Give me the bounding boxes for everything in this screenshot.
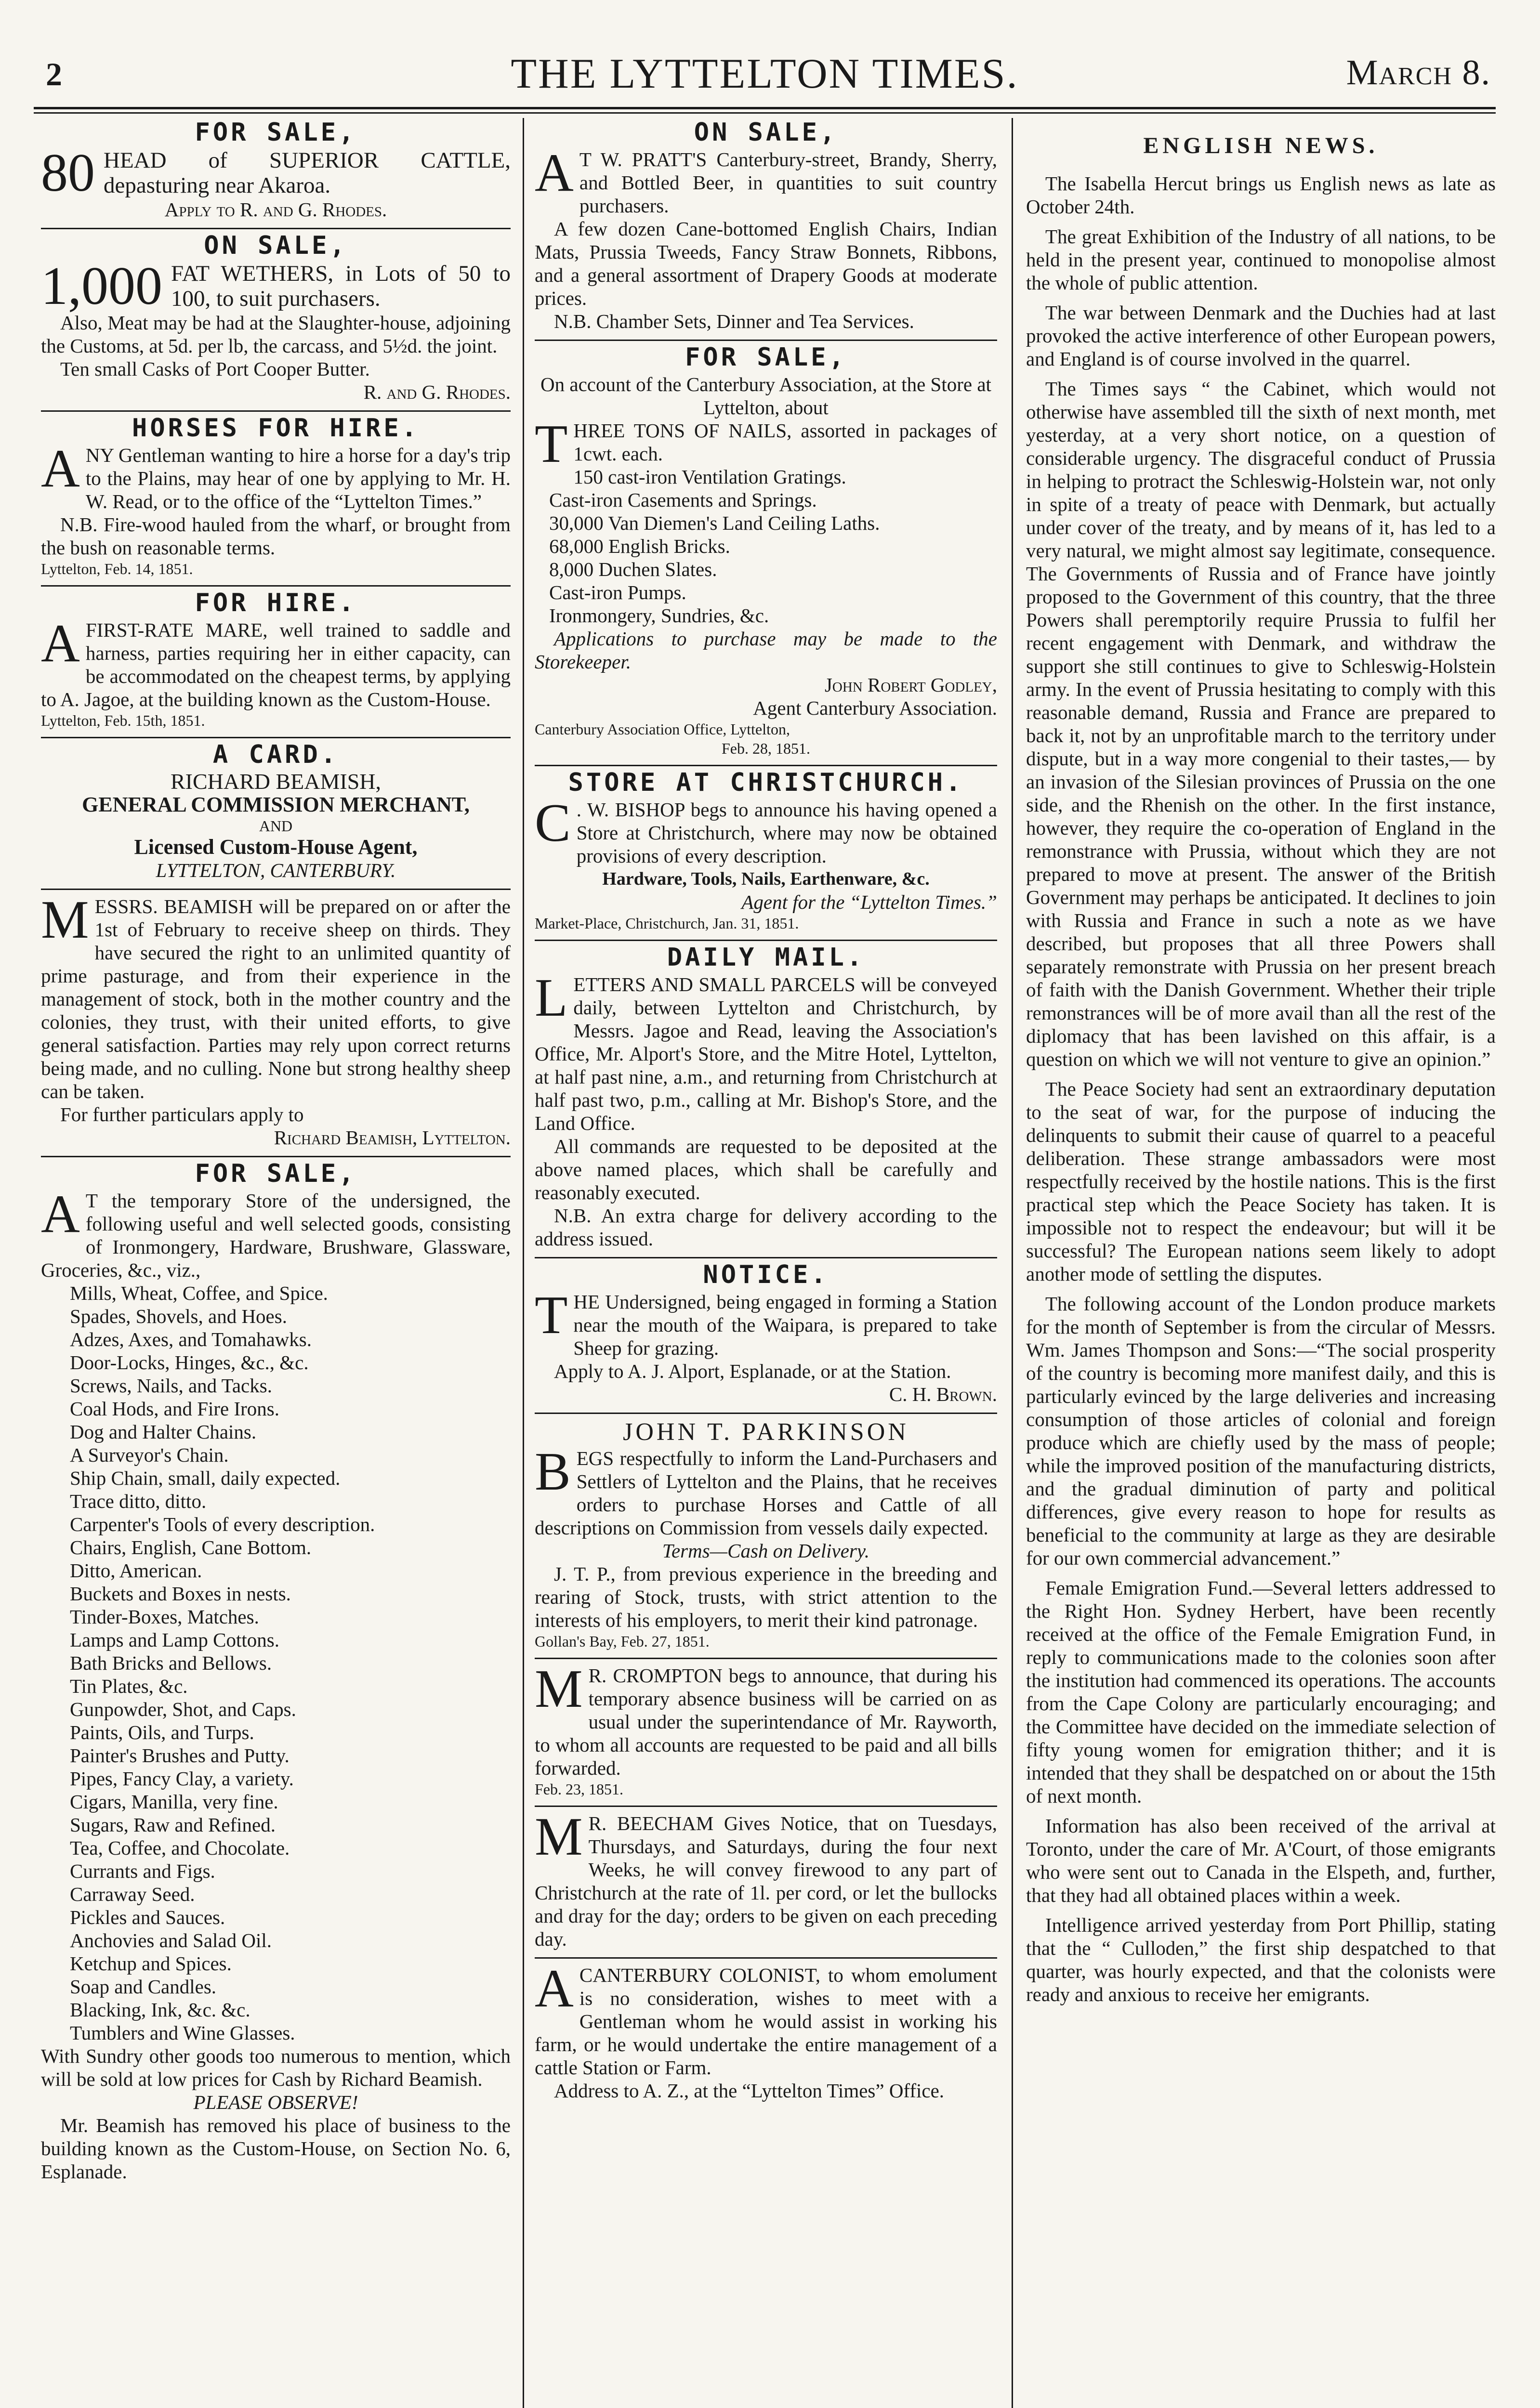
- drop-cap: M: [535, 1807, 583, 1867]
- list-item: Mills, Wheat, Coffee, and Spice.: [70, 1282, 328, 1304]
- list-item: Buckets and Boxes in nests.: [70, 1583, 291, 1605]
- ad-text: R. BEECHAM Gives Notice, that on Tuesdays, Thursdays, and Saturdays, during the four next Weeks, he will convey firewood to any part of Christchurch at the rate of 1l. per cord, or let the bullocks and dray for the day; orders to be given on each preceding day.: [535, 1812, 997, 1950]
- ad-text: FIRST-RATE MARE, well trained to saddle and harness, parties requiring her in either capacity, can be accommodated on the cheapest terms, by applying to A. Jagoe, at the building known as the Custom-House.: [41, 619, 511, 710]
- divider: [535, 940, 997, 941]
- list-item: Ditto, American.: [70, 1559, 202, 1582]
- ad-wethers: [41, 256, 511, 404]
- ad-signature: Richard Beamish, Lyttelton.: [274, 1126, 511, 1149]
- list-item: Ironmongery, Sundries, &c.: [549, 604, 769, 627]
- ad-mare: [41, 614, 511, 730]
- list-item: Screws, Nails, and Tacks.: [70, 1374, 272, 1397]
- ad-signature: John Robert Godley,: [824, 674, 997, 696]
- ad-date: Feb. 28, 1851.: [722, 740, 810, 757]
- news-paragraph: The great Exhibition of the Industry of all nations, to be held in the present year, continued to monopolise almost the whole of public attention.: [1026, 225, 1496, 294]
- ad-text: . W. BISHOP begs to announce his having opened a Store at Christchurch, where may now be obtained provisions of every description.: [576, 798, 997, 867]
- section-heading: ENGLISH NEWS.: [1143, 133, 1379, 158]
- ad-text: Mr. Beamish has removed his place of business to the building known as the Custom-House, on Section No. 6, Esplanade.: [41, 2114, 511, 2183]
- ad-signature: R. and G. Rhodes.: [363, 381, 511, 403]
- ad-beamish-store: [41, 1184, 511, 2183]
- ad-signature: Agent Canterbury Association.: [753, 697, 997, 719]
- drop-cap: M: [41, 890, 89, 950]
- ad-text: NY Gentleman wanting to hire a horse for a day's trip to the Plains, may hear of one by applying to Mr. H. W. Read, or to the office of the “Lyttelton Times.”: [85, 444, 511, 512]
- goods-list: [41, 1282, 511, 2044]
- ad-beecham: [535, 1807, 997, 1950]
- list-item: Cast-iron Casements and Springs.: [549, 489, 817, 511]
- ad-text: HREE TONS OF NAILS, assorted in packages of 1cwt. each.: [573, 419, 997, 465]
- list-item: Bath Bricks and Bellows.: [70, 1652, 272, 1674]
- divider: [535, 1257, 997, 1258]
- ad-terms: Terms—Cash on Delivery.: [662, 1540, 870, 1562]
- ad-number: 1,000: [41, 256, 162, 316]
- ad-heading: FOR HIRE.: [195, 589, 357, 617]
- list-item: Gunpowder, Shot, and Caps.: [70, 1698, 296, 1720]
- list-item: 68,000 English Bricks.: [549, 535, 730, 557]
- list-item: 150 cast-iron Ventilation Gratings.: [573, 466, 846, 488]
- list-item: Ship Chain, small, daily expected.: [70, 1467, 341, 1489]
- card-and: AND: [259, 817, 293, 835]
- ad-date: Feb. 23, 1851.: [535, 1780, 623, 1798]
- ad-heading: NOTICE.: [703, 1260, 829, 1289]
- divider: [535, 1957, 997, 1959]
- drop-cap: T: [535, 1285, 568, 1345]
- issue-date: March 8.: [1346, 53, 1491, 92]
- list-item: Currants and Figs.: [70, 1860, 215, 1882]
- ad-heading: ON SALE,: [204, 231, 348, 260]
- card-name: RICHARD BEAMISH,: [170, 769, 382, 794]
- ad-heading: ON SALE,: [694, 118, 838, 147]
- ad-crompton: [535, 1659, 997, 1799]
- drop-cap: M: [535, 1659, 583, 1719]
- ad-nails: [535, 373, 997, 758]
- ad-text: R. CROMPTON begs to announce, that during his temporary absence business will be carried on as usual under the superintendance of Mr. Rayworth, to whom all accounts are requested to be paid and all bills forwarded.: [535, 1664, 997, 1779]
- ad-date: Market-Place, Christchurch, Jan. 31, 1851.: [535, 915, 799, 932]
- ad-beamish-card: [41, 770, 511, 1149]
- divider: [41, 585, 511, 587]
- news-paragraph: The following account of the London produce markets for the month of September is from the circular of Messrs. Wm. James Thompson and Sons:—“The social prosperity of the country is becoming more manifest daily, and this is particularly evinced by the large deliveries and increasing consumption of those articles of colonial and foreign produce which are chiefly used by the mass of people; while the improved position of the manufacturing districts, and the gradual diminution of party and political differences, give every reason to hope for results as beneficial to the community at large as they are desirable for our own commercial advancement.”: [1026, 1293, 1496, 1569]
- ad-text: N.B. Chamber Sets, Dinner and Tea Services.: [554, 310, 914, 332]
- drop-cap: A: [535, 143, 574, 203]
- news-paragraph: Information has also been received of the arrival at Toronto, under the care of Mr. A'Court, of those emigrants who were sent out to Canada in the Elspeth, and, further, that they had all obtained places within a week.: [1026, 1815, 1496, 1906]
- drop-cap: L: [535, 968, 568, 1028]
- news-paragraph: The Times says “ the Cabinet, which would not otherwise have assembled till the sixth of next month, met yesterday, at a very short notice, on a question of considerable urgency. The disgraceful conduct of Prussia in helping to protract the Schleswig-Holstein war, not only in spite of a treaty of peace with Denmark, but actually under cover of the treaty, and by means of it, has led to a very natural, we might almost say legitimate, consequence. The Governments of Russia and of France have jointly proposed to the Government of this country, that the three Powers shall peremptorily require Prussia to fulfil her recent engagement with Denmark, and withdraw the support she still continues to give to Schleswig-Holstein army. In the event of Prussia hesitating to comply with this reasonable demand, Russia and France are prepared to back it, not by an unprofitable march to the territory under dispute, but in a way more congenial to their tastes,— by an invasion of the Silesian provinces of Prussia on the one side, and the Rhenish on the other. In the first instance, however, they require the co-operation of England in the remonstrance with Prussia, without which they are not prepared to move at present. The answer of the British Government may perhaps be anticipated. It declines to join with Russia and France in such a note as we have described, but proposes that all three Powers shall separately remonstrate with Prussia on her present breach of faith with the Danish Government. Whether their triple remonstrances will be of more avail than all the rest of the diplomacy that has been lavished on this affair, is a question on which we will not venture to give an opinion.”: [1026, 378, 1496, 1070]
- ad-text: T W. PRATT'S Canterbury-street, Brandy, Sherry, and Bottled Beer, in quantities to suit country purchasers.: [579, 148, 997, 217]
- ad-heading: STORE AT CHRISTCHURCH.: [568, 768, 964, 797]
- ad-cattle: [41, 143, 511, 221]
- news-paragraph: Female Emigration Fund.—Several letters addressed to the Right Hon. Sydney Herbert, have been recently received at the office of the Female Emigration Fund, in reply to communications made to the colonies soon after the institution had commenced its operations. The accounts from the Cape Colony are particularly encouraging; and the Committee have decided on the immediate selection of fifty young women for emigration thither; and it is intended that they shall be despatched on or about the 15th of next month.: [1026, 1577, 1496, 1807]
- drop-cap: A: [41, 1184, 80, 1244]
- list-item: Spades, Shovels, and Hoes.: [70, 1305, 287, 1327]
- list-item: Cigars, Manilla, very fine.: [70, 1791, 278, 1813]
- drop-cap: T: [535, 414, 568, 474]
- list-item: Carraway Seed.: [70, 1883, 195, 1905]
- ad-number: 80: [41, 143, 95, 203]
- ad-text: Address to A. Z., at the “Lyttelton Times” Office.: [554, 2080, 945, 2102]
- ad-text: HE Undersigned, being engaged in forming a Station near the mouth of the Waipara, is prepared to take Sheep for grazing.: [573, 1291, 997, 1359]
- divider: [535, 1806, 997, 1807]
- card-title: GENERAL COMMISSION MERCHANT,: [82, 793, 470, 816]
- list-item: Ketchup and Spices.: [70, 1952, 232, 1975]
- news-paragraph: The Isabella Hercut brings us English news as late as October 24th.: [1026, 172, 1496, 218]
- divider: [41, 228, 511, 229]
- ad-text: N.B. An extra charge for delivery according to the address issued.: [535, 1204, 997, 1250]
- ad-pratt: [535, 143, 997, 333]
- list-item: Trace ditto, ditto.: [70, 1490, 207, 1512]
- list-item: Blacking, Ink, &c. &c.: [70, 1999, 250, 2021]
- list-item: Pickles and Sauces.: [70, 1906, 225, 1928]
- list-item: Dog and Halter Chains.: [70, 1421, 257, 1443]
- ad-intro: On account of the Canterbury Association, at the Store at Lyttelton, about: [540, 373, 991, 419]
- ad-text: Also, Meat may be had at the Slaughter-house, adjoining the Customs, at 5d. per lb, the carcass, and 5½d. the joint.: [41, 312, 511, 357]
- ad-signature: C. H. Brown.: [889, 1383, 997, 1405]
- ad-text: N.B. Fire-wood hauled from the wharf, or brought from the bush on reasonable terms.: [41, 513, 511, 559]
- divider: [41, 1156, 511, 1157]
- ad-horses: [41, 439, 511, 578]
- column-1: [41, 118, 511, 2183]
- ad-heading: DAILY MAIL.: [667, 943, 865, 972]
- ad-text: Applications to purchase may be made to the Storekeeper.: [535, 628, 997, 673]
- masthead-rule: [34, 107, 1496, 114]
- ad-observe: PLEASE OBSERVE!: [193, 2091, 358, 2113]
- ad-daily-mail: [535, 968, 997, 1250]
- list-item: Pipes, Fancy Clay, a variety.: [70, 1767, 294, 1790]
- list-item: Paints, Oils, and Turps.: [70, 1721, 254, 1743]
- list-item: Tin Plates, &c.: [70, 1675, 188, 1697]
- drop-cap: B: [535, 1442, 571, 1502]
- ad-date: Lyttelton, Feb. 14, 1851.: [41, 560, 193, 577]
- ad-parkinson: [535, 1442, 997, 1651]
- ad-heading: JOHN T. PARKINSON: [623, 1418, 909, 1446]
- ad-text: J. T. P., from previous experience in the breeding and rearing of Stock, trusts, with strict attention to the interests of his employers, to merit their kind patronage.: [535, 1563, 997, 1631]
- ad-heading: FOR SALE,: [195, 1159, 357, 1188]
- ad-text: Ten small Casks of Port Cooper Butter.: [60, 358, 370, 380]
- divider: [535, 1658, 997, 1659]
- list-item: Tinder-Boxes, Matches.: [70, 1606, 259, 1628]
- ad-text: ESSRS. BEAMISH will be prepared on or after the 1st of February to receive sheep on thirds. They have secured the right to an unlimited quantity of prime pasturage, and from their experience in the management of stock, both in the mother country and the colonies, they trust, with their united efforts, to give general satisfaction. Parties may rely upon correct returns being made, and no culling. None but strong healthy sheep can be taken.: [41, 895, 511, 1102]
- page-number: 2: [46, 56, 62, 92]
- list-item: Chairs, English, Cane Bottom.: [70, 1536, 312, 1558]
- divider: [535, 340, 997, 341]
- list-item: Tumblers and Wine Glasses.: [70, 2022, 295, 2044]
- newspaper-title: THE LYTTELTON TIMES.: [511, 51, 1019, 97]
- ad-heading: FOR SALE,: [195, 118, 357, 147]
- ad-text: A few dozen Cane-bottomed English Chairs, Indian Mats, Prussia Tweeds, Fancy Straw Bonnets, Ribbons, and a general assortment of Drapery Goods at moderate prices.: [535, 218, 997, 309]
- ad-text: With Sundry other goods too numerous to mention, which will be sold at low prices for Cash by Richard Beamish.: [41, 2045, 511, 2090]
- divider: [41, 889, 511, 890]
- ad-christchurch-store: [535, 793, 997, 933]
- list-item: Tea, Coffee, and Chocolate.: [70, 1837, 290, 1859]
- drop-cap: A: [535, 1959, 574, 2018]
- list-item: A Surveyor's Chain.: [70, 1444, 229, 1466]
- ad-text: CANTERBURY COLONIST, to whom emolument is no consideration, wishes to meet with a Gentleman whom he would assist in working his farm, or he would undertake the entire management of a cattle Station or Farm.: [535, 1964, 997, 2079]
- ad-colonist: [535, 1959, 997, 2102]
- column-divider: [1012, 118, 1013, 2408]
- ad-text: Apply to A. J. Alport, Esplanade, or at the Station.: [554, 1360, 951, 1382]
- ad-date: Gollan's Bay, Feb. 27, 1851.: [535, 1633, 710, 1650]
- drop-cap: A: [41, 614, 80, 673]
- list-item: Soap and Candles.: [70, 1976, 217, 1998]
- card-agent: Licensed Custom-House Agent,: [134, 835, 418, 859]
- list-item: Anchovies and Salad Oil.: [70, 1929, 272, 1951]
- ad-office: Canterbury Association Office, Lyttelton,: [535, 720, 790, 738]
- ad-text: ETTERS AND SMALL PARCELS will be conveyed daily, between Lyttelton and Christchurch, by Messrs. Jagoe and Read, leaving the Association's Office, Mr. Alport's Store, and the Mitre Hotel, Lyttelton, at half past nine, a.m., and returning from Christchurch at half past two, p.m., calling at Mr. Bishop's Store, and the Land Office.: [535, 973, 997, 1134]
- ad-date: Lyttelton, Feb. 15th, 1851.: [41, 712, 205, 729]
- ad-heading: A CARD.: [212, 740, 339, 769]
- masthead: [34, 46, 1496, 108]
- divider: [535, 765, 997, 766]
- divider: [535, 1413, 997, 1414]
- ad-text: For further particulars apply to: [60, 1103, 304, 1125]
- ad-heading: FOR SALE,: [685, 343, 847, 372]
- ad-notice: [535, 1285, 997, 1406]
- list-item: 30,000 Van Diemen's Land Ceiling Laths.: [549, 512, 880, 534]
- divider: [41, 737, 511, 738]
- divider: [41, 410, 511, 412]
- drop-cap: C: [535, 793, 571, 853]
- ad-text: All commands are requested to be deposited at the above named places, which shall be carefully and reasonably executed.: [535, 1135, 997, 1204]
- list-item: Sugars, Raw and Refined.: [70, 1814, 276, 1836]
- ad-goods: Hardware, Tools, Nails, Earthenware, &c.: [602, 869, 930, 889]
- ad-text: HEAD of SUPERIOR CATTLE, depasturing near Akaroa.: [104, 148, 511, 198]
- news-paragraph: Intelligence arrived yesterday from Port Phillip, stating that the “ Culloden,” the first ship despatched to that quarter, was hourly expected, and that the colonists were ready and anxious to receive her emigrants.: [1026, 1914, 1496, 2005]
- ad-apply: Apply to R. and G. Rhodes.: [164, 198, 387, 221]
- column-3: [1026, 118, 1496, 2006]
- ad-text: T the temporary Store of the undersigned, the following useful and well selected goods, consisting of Ironmongery, Hardware, Brushware, Glassware, Groceries, &c., viz.,: [41, 1190, 511, 1281]
- column-2: [535, 118, 997, 2102]
- column-divider: [523, 118, 524, 2408]
- list-item: Painter's Brushes and Putty.: [70, 1744, 290, 1767]
- news-paragraph: The Peace Society had sent an extraordinary deputation to the seat of war, for the purpose of inducing the delinquents to submit their cause of quarrel to a peaceful deliberation. These strange ambassadors were most respectfully received by the hostile nations. This is the first practical step which the Peace Society has taken. It is impossible not to respect the endeavour; but will it be successful? The European nations seem likely to adopt another mode of settling the disputes.: [1026, 1078, 1496, 1285]
- list-item: Coal Hods, and Fire Irons.: [70, 1398, 280, 1420]
- ad-text: EGS respectfully to inform the Land-Purchasers and Settlers of Lyttelton and the Plains, that he receives orders to purchase Horses and Cattle of all descriptions on Commission from vessels daily expected.: [535, 1447, 997, 1539]
- list-item: Carpenter's Tools of every description.: [70, 1513, 375, 1535]
- list-item: 8,000 Duchen Slates.: [549, 558, 717, 580]
- goods-list: [520, 465, 997, 627]
- ad-agent: Agent for the “Lyttelton Times.”: [741, 891, 997, 913]
- ad-text: FAT WETHERS, in Lots of 50 to 100, to suit purchasers.: [171, 261, 511, 311]
- list-item: Adzes, Axes, and Tomahawks.: [70, 1328, 312, 1350]
- drop-cap: A: [41, 439, 80, 498]
- list-item: Door-Locks, Hinges, &c., &c.: [70, 1351, 309, 1374]
- list-item: Cast-iron Pumps.: [549, 581, 686, 603]
- news-paragraph: The war between Denmark and the Duchies had at last provoked the active interference of other European powers, and England is of course involved in the quarrel.: [1026, 301, 1496, 370]
- list-item: Lamps and Lamp Cottons.: [70, 1629, 280, 1651]
- card-place: LYTTELTON, CANTERBURY.: [156, 859, 396, 881]
- ad-heading: HORSES FOR HIRE.: [132, 414, 420, 443]
